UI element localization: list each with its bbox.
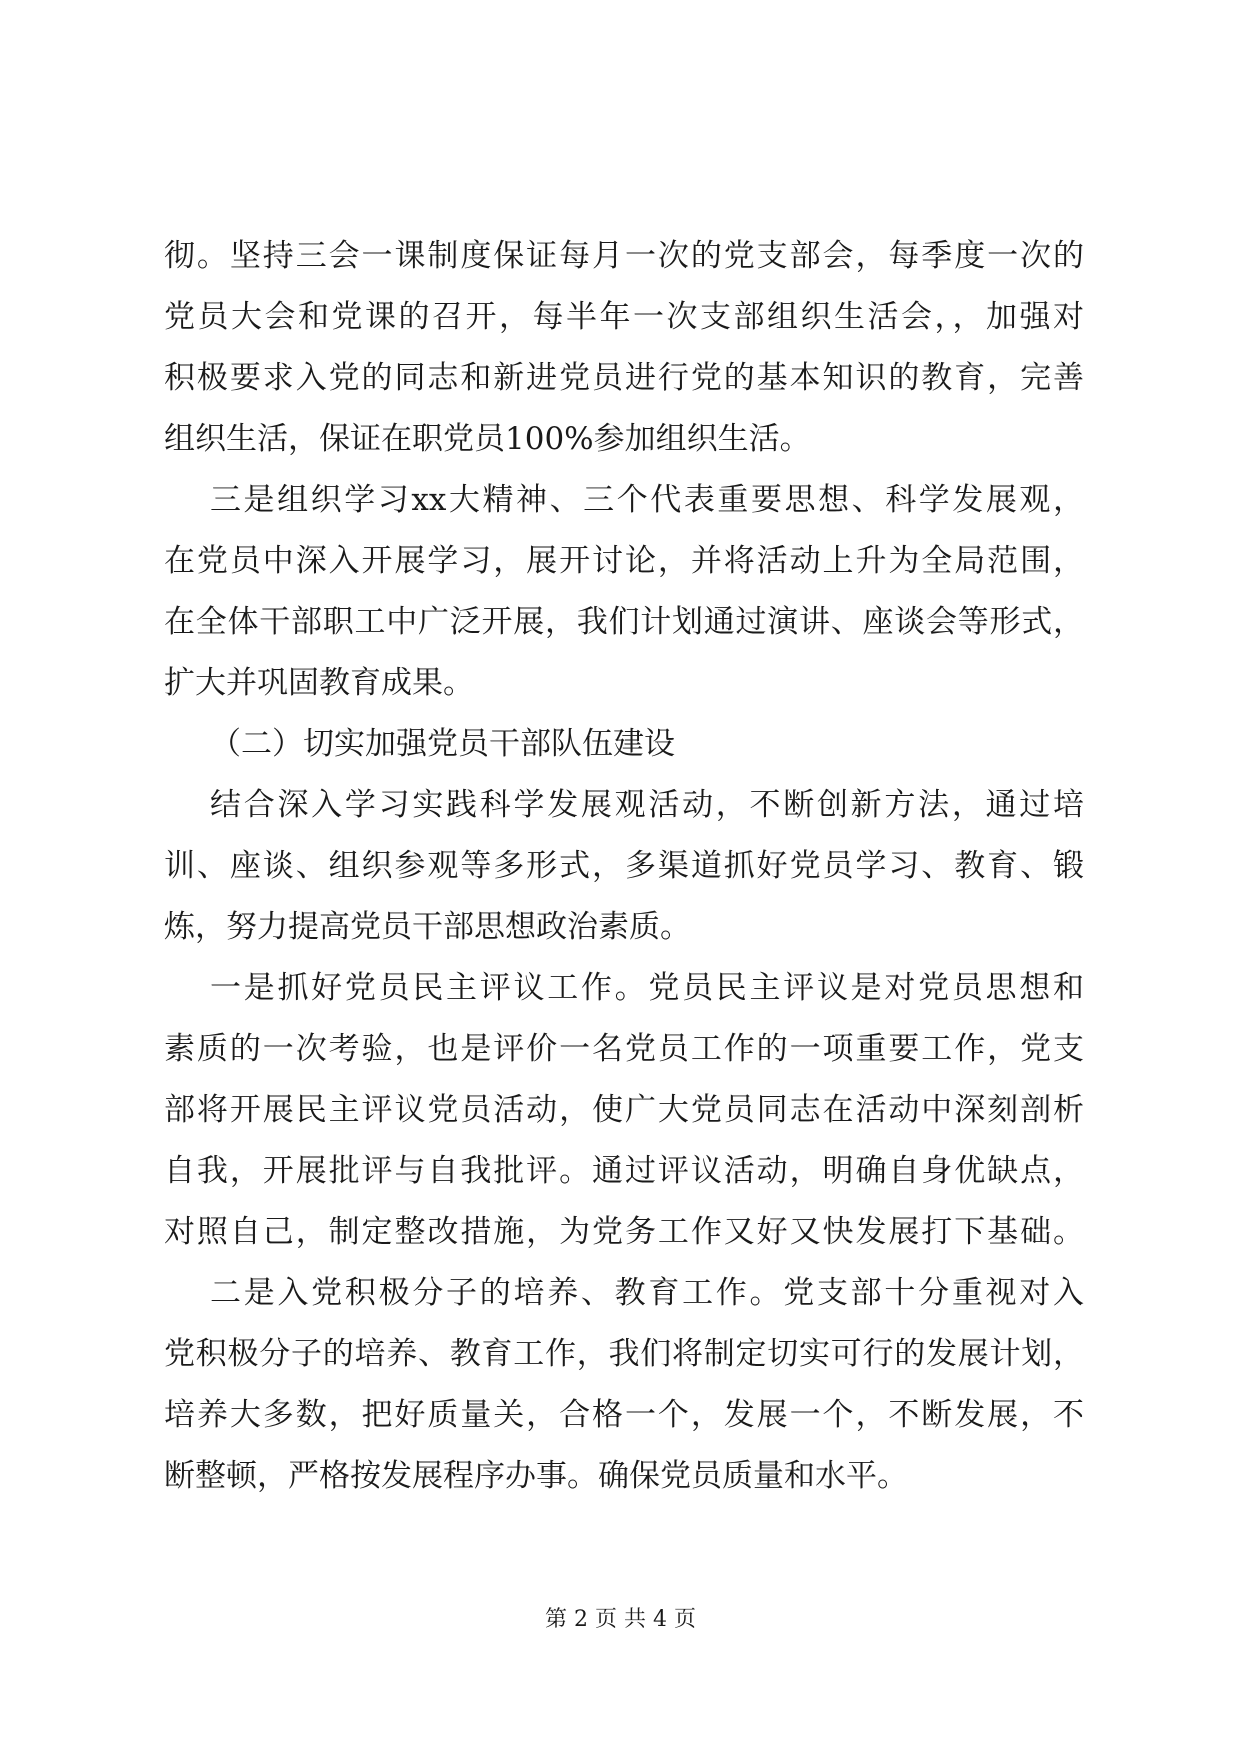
text-line: 一是抓好党员民主评议工作。党员民主评议是对党员思想和 <box>210 970 1084 1006</box>
page-footer: 第 2 页 共 4 页 <box>545 1607 696 1632</box>
text-line: 自我，开展批评与自我批评。通过评议活动，明确自身优缺点， <box>164 1153 1084 1189</box>
text-line: 彻。坚持三会一课制度保证每月一次的党支部会，每季度一次的 <box>164 238 1084 274</box>
text-line: 党员大会和党课的召开，每半年一次支部组织生活会，，加强对 <box>164 299 1084 335</box>
text-line: 积极要求入党的同志和新进党员进行党的基本知识的教育，完善 <box>164 360 1084 396</box>
text-line: 组织生活，保证在职党员100%参加组织生活。 <box>164 421 811 457</box>
text-line: 断整顿，严格按发展程序办事。确保党员质量和水平。 <box>164 1458 908 1494</box>
text-line: 炼，努力提高党员干部思想政治素质。 <box>164 909 691 945</box>
text-line: （二）切实加强党员干部队伍建设 <box>210 726 675 762</box>
text-line: 在全体干部职工中广泛开展，我们计划通过演讲、座谈会等形式， <box>164 604 1084 640</box>
text-line: 三是组织学习xx大精神、三个代表重要思想、科学发展观， <box>210 482 1084 518</box>
text-line: 对照自己，制定整改措施，为党务工作又好又快发展打下基础。 <box>164 1214 1084 1250</box>
text-line: 二是入党积极分子的培养、教育工作。党支部十分重视对入 <box>210 1275 1084 1311</box>
document-body <box>164 226 1084 1507</box>
text-line: 在党员中深入开展学习，展开讨论，并将活动上升为全局范围， <box>164 543 1084 579</box>
text-line: 素质的一次考验，也是评价一名党员工作的一项重要工作，党支 <box>164 1031 1084 1067</box>
text-line: 培养大多数，把好质量关，合格一个，发展一个，不断发展，不 <box>164 1397 1084 1433</box>
text-line: 扩大并巩固教育成果。 <box>164 665 474 701</box>
text-line: 部将开展民主评议党员活动，使广大党员同志在活动中深刻剖析 <box>164 1092 1084 1128</box>
text-line: 训、座谈、组织参观等多形式，多渠道抓好党员学习、教育、锻 <box>164 848 1084 884</box>
text-line: 党积极分子的培养、教育工作，我们将制定切实可行的发展计划， <box>164 1336 1084 1372</box>
text-line: 结合深入学习实践科学发展观活动，不断创新方法，通过培 <box>210 787 1084 823</box>
